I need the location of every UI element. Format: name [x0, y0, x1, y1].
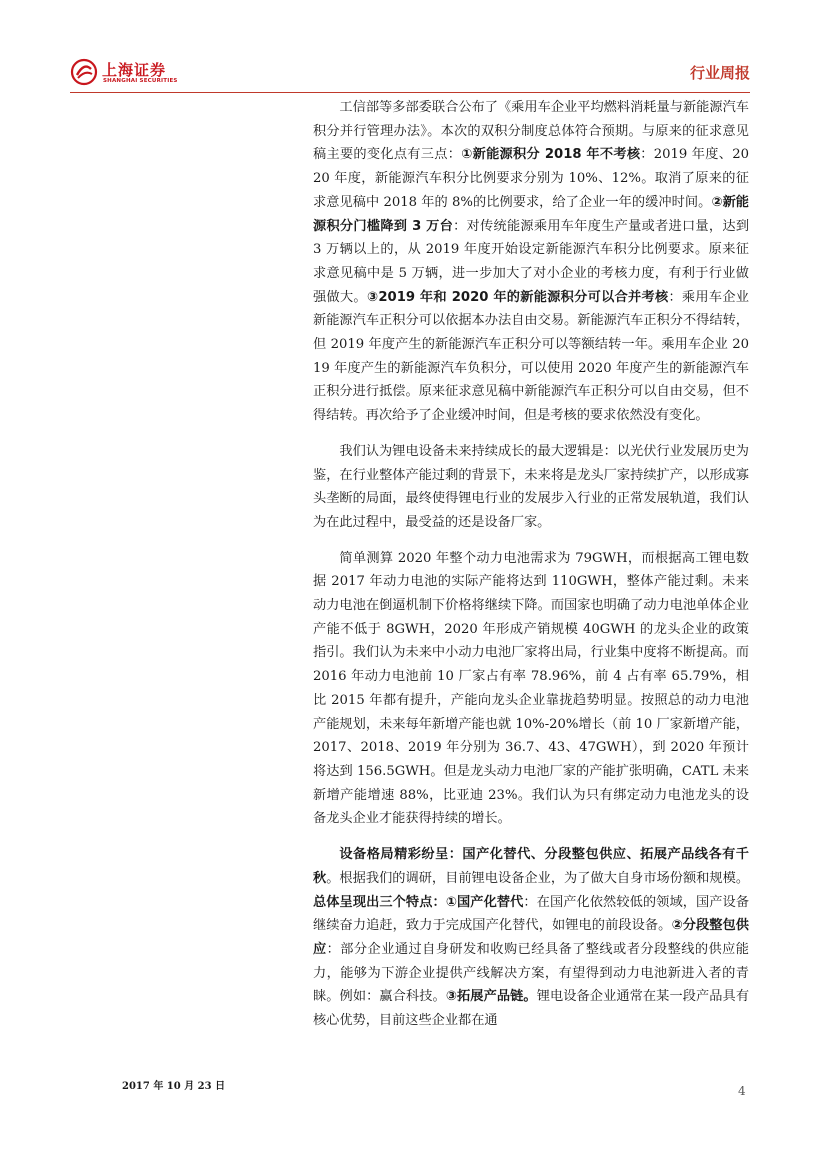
bold-text-segment: ①新能源积分 2018 年不考核 [461, 147, 641, 163]
logo-text-en: SHANGHAI SECURITIES [103, 78, 178, 84]
bold-text-segment: 总体呈现出三个特点：①国产化替代 [313, 894, 524, 910]
bold-text-segment: ③2019 年和 2020 年的新能源积分可以合并考核 [366, 289, 669, 305]
bold-text-segment: 设备格局精彩纷呈：国产化替代、分段整包供应、拓展产品线各有千秋 [313, 847, 749, 886]
bold-text-segment: ②分段整包供应 [313, 918, 749, 957]
paragraph [313, 547, 749, 831]
text-segment: 锂电设备企业通常在某一段产品具有核心优势，目前这些企业都在通 [313, 989, 750, 1029]
report-type-title: 行业周报 [689, 64, 750, 82]
footer-date: 2017 年 10 月 23 日 [122, 1081, 226, 1092]
bold-text-segment: ②新能源积分门槛降到 3 万台 [313, 194, 749, 234]
text-segment: ：乘用车企业新能源汽车正积分可以依据本办法自由交易。新能源汽车正积分不得结转，但 2019 年度产生的新能源汽车正积分可以等额结转一年。乘用车企业 2019 年度产生的新能源汽车负积分，可以使用 2020 年度产生的新能源汽车正积分进行抵偿。原来征求意见稿中新能源汽车正积分可以自由交易，但不得结转。再次给予了企业缓冲时间，但是考核的要求依然没有变化。 [313, 289, 749, 424]
bold-text-segment: ③拓展产品链。 [445, 989, 537, 1005]
company-logo [70, 56, 190, 88]
text-segment: ：在国产化依然较低的领域，国产设备继续奋力追赶，致力于完成国产化替代，如锂电的前段设备。 [313, 894, 750, 934]
text-segment: ：对传统能源乘用车年度生产量或者进口量，达到 3 万辆以上的，从 2019 年度开始设定新能源汽车积分比例要求。原来征求意见稿中是 5 万辆，进一步加大了对小企业的考核力度，有利于行业做强做大。 [313, 218, 750, 305]
paragraph [313, 96, 749, 428]
logo-text-cn: 上海证券 [102, 61, 167, 79]
article-body [313, 96, 749, 1033]
text-segment: ：部分企业通过自身研发和收购已经具备了整线或者分段整线的供应能力，能够为下游企业提供产线解决方案，有望得到动力电池新进入者的青睐。例如：赢合科技。 [313, 941, 749, 1005]
paragraph [313, 843, 749, 1033]
text-segment: 简单测算 2020 年整个动力电池需求为 79GWH，而根据高工锂电数据 2017 年动力电池的实际产能将达到 110GWH，整体产能过剩。未来动力电池在倒逼机制下价格将继续下降。而国家也明确了动力电池单体企业产能不低于 8GWH，2020 年形成产销规模 40GWH 的龙头企业的政策指引。我们认为未来中小动力电池厂家将出局，行业集中度将不断提高。而 2016 年动力电池前 10 厂家占有率 78.96%，前 4 占有率 65.79%，相比 2015 年都有提升，产能向龙头企业靠拢趋势明显。按照总的动力电池产能规划，未来每年新增产能也就 10%-20%增长（前 10 厂家新增产能，2017、2018、2019 年分别为 36.7、43、47GWH），到 2020 年预计将达到 156.5GWH。但是龙头动力电池厂家的产能扩张明确，CATL 未来新增产能增速 88%，比亚迪 23%。我们认为只有绑定动力电池龙头的设备龙头企业才能获得持续的增长。 [313, 550, 749, 827]
paragraph [313, 440, 749, 535]
text-segment: 我们认为锂电设备未来持续成长的最大逻辑是：以光伏行业发展历史为鉴，在行业整体产能过剩的背景下，未来将是龙头厂家持续扩产，以形成寡头垄断的局面，最终使得锂电行业的发展步入行业的正常发展轨道，我们认为在此过程中，最受益的还是设备厂家。 [313, 443, 749, 530]
page-number: 4 [738, 1084, 746, 1098]
logo-emblem-icon [70, 58, 98, 86]
text-segment: 。根据我们的调研，目前锂电设备企业，为了做大自身市场份额和规模。 [326, 870, 750, 886]
text-segment: ：2019 年度、2020 年度，新能源汽车积分比例要求分别为 10%、12%。取消了原来的征求意见稿中 2018 年的 8%的比例要求，给了企业一年的缓冲时间。 [313, 147, 749, 210]
page-header [70, 54, 750, 94]
header-divider [70, 92, 750, 93]
text-segment: 工信部等多部委联合公布了《乘用车企业平均燃料消耗量与新能源汽车积分并行管理办法》。本次的双积分制度总体符合预期。与原来的征求意见稿主要的变化点有三点： [313, 100, 749, 163]
